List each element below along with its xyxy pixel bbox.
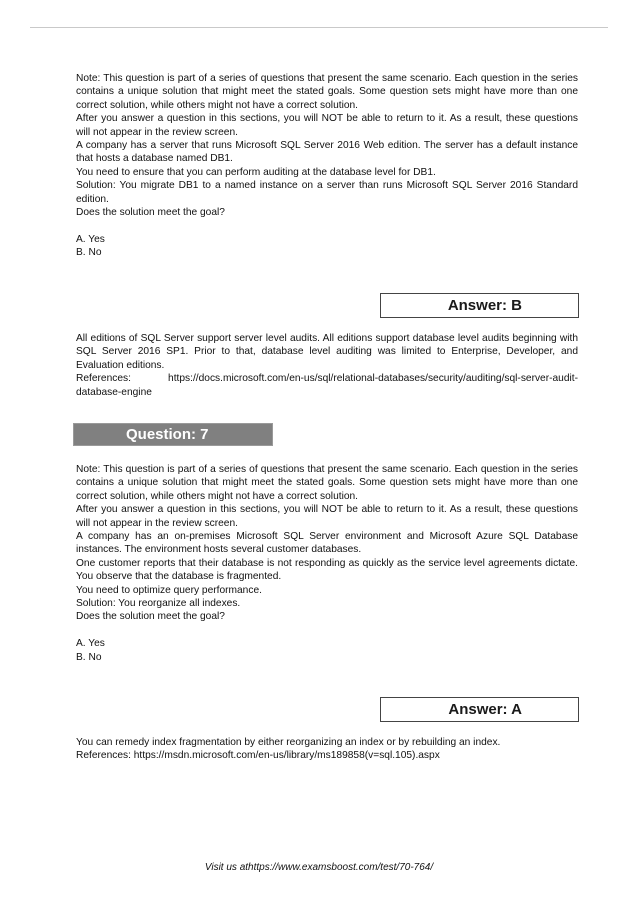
q7-answer-box [380, 697, 579, 722]
q7-option-b: B. No [76, 651, 102, 663]
q6-requirement: You need to ensure that you can perform auditing at the database level for DB1. [76, 166, 436, 178]
q7-answer-label: Answer: A [448, 701, 522, 718]
q7-explanation: You can remedy index fragmentation by either reorganizing an index or by rebuilding an index. [76, 737, 501, 748]
q7-report: One customer reports that their database is not responding as quickly as the service level agreements dictate. You observe that the database is fragmented. [76, 557, 578, 583]
q6-scenario: A company has a server that runs Microsoft SQL Server 2016 Web edition. The server has a default instance that hosts a database named DB1. [76, 140, 578, 165]
question-7-heading [73, 423, 273, 446]
q7-option-a: A. Yes [76, 638, 105, 650]
q6-answer-box [380, 293, 579, 318]
q6-option-a: A. Yes [76, 233, 105, 245]
q6-option-b: B. No [76, 247, 102, 259]
q7-note: Note: This question is part of a series of questions that present the same scenario. Each question in the series contains a unique solution that might meet the stated goals. Some question sets might have more than one correct solution, while others might not have a correct solution. [76, 464, 578, 502]
q6-explanation: All editions of SQL Server support server level audits. All editions support database level audits beginning with SQL Server 2016 SP1. Prior to that, database level auditing was limited to Enterprise, Developer, and Evaluation editions. [76, 333, 578, 371]
question-7-heading-label: Question: 7 [126, 426, 209, 443]
q6-explanation-block [76, 332, 578, 399]
q6-references: References: https://docs.microsoft.com/en-us/sql/relational-databases/security/auditing/sql-server-audit-database-engine [76, 373, 578, 398]
q7-explanation-block [76, 736, 578, 763]
q7-requirement: You need to optimize query performance. [76, 584, 262, 596]
q7-solution: Solution: You reorganize all indexes. [76, 598, 241, 610]
q6-answer-label: Answer: B [447, 297, 522, 314]
q6-solution: Solution: You migrate DB1 to a named instance on a server than runs Microsoft SQL Server 2016 Standard edition. [76, 180, 578, 205]
q6-warning: After you answer a question in this sections, you will NOT be able to return to it. As a result, these questions will not appear in the review screen. [76, 113, 578, 138]
question-6-body [76, 72, 578, 260]
q7-warning: After you answer a question in this sections, you will NOT be able to return to it. As a result, these questions will not appear in the review screen. [76, 504, 578, 529]
q7-scenario: A company has an on-premises Microsoft SQL Server environment and Microsoft Azure SQL Database instances. The environment hosts several customer databases. [76, 531, 578, 556]
header-rule [30, 27, 608, 28]
footer-link[interactable]: Visit us athttps://www.examsboost.com/test/70-764/ [204, 862, 434, 873]
q6-note: Note: This question is part of a series of questions that present the same scenario. Each question in the series contains a unique solution that might meet the stated goals. Some question sets might have more than one correct solution, while others might not have a correct solution. [76, 73, 578, 111]
q7-references: References: https://msdn.microsoft.com/en-us/library/ms189858(v=sql.105).aspx [76, 750, 440, 762]
question-7-body [76, 463, 578, 664]
q6-prompt: Does the solution meet the goal? [76, 207, 225, 219]
q7-prompt: Does the solution meet the goal? [76, 611, 225, 623]
